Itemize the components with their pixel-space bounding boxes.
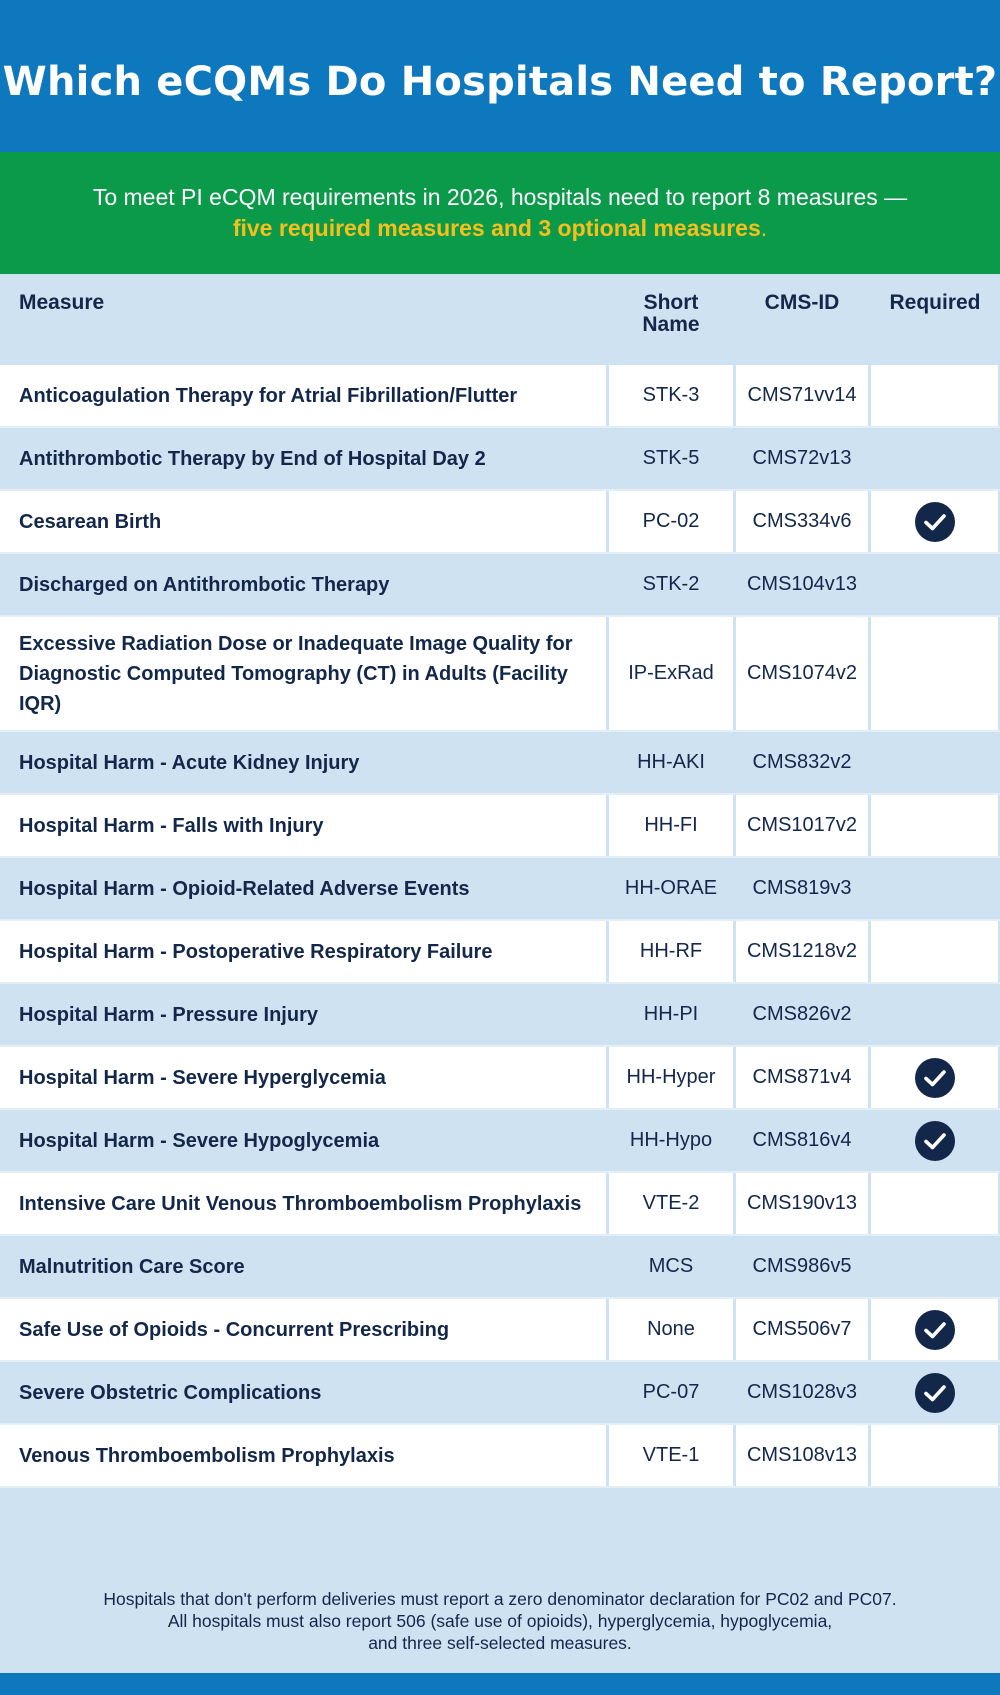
cms-id-cell: CMS819v3 (736, 858, 868, 919)
short-name-cell: STK-2 (609, 554, 733, 615)
header-short-name (608, 292, 734, 336)
short-name-cell: HH-AKI (609, 732, 733, 793)
short-name-cell: HH-FI (609, 795, 733, 856)
table-row (0, 1362, 1000, 1425)
table-row (0, 491, 1000, 554)
short-name-cell: HH-PI (609, 984, 733, 1045)
cms-id-cell: CMS832v2 (736, 732, 868, 793)
checkmark-icon (915, 1310, 955, 1350)
table-row (0, 1299, 1000, 1362)
short-name-cell: VTE-1 (609, 1425, 733, 1486)
footnote-line2: All hospitals must also report 506 (safe use of opioids), hyperglycemia, hypoglycemia, (167, 1611, 833, 1631)
table-row (0, 554, 1000, 617)
cms-id-cell: CMS334v6 (736, 491, 868, 552)
required-cell (871, 1110, 998, 1171)
measure-cell: Hospital Harm - Severe Hypoglycemia (0, 1110, 606, 1171)
measure-cell: Severe Obstetric Complications (0, 1362, 606, 1423)
required-cell (871, 428, 998, 489)
footnote-line3: and three self-selected measures. (368, 1633, 632, 1653)
cms-id-cell: CMS816v4 (736, 1110, 868, 1171)
checkmark-icon (915, 1121, 955, 1161)
subtitle-highlight-line (233, 213, 767, 244)
required-cell (871, 617, 998, 730)
short-name-cell: HH-RF (609, 921, 733, 982)
measures-table (0, 274, 1000, 1673)
short-name-cell: HH-ORAE (609, 858, 733, 919)
bottom-bar (0, 1673, 1000, 1695)
table-row (0, 428, 1000, 491)
cms-id-cell: CMS108v13 (736, 1425, 868, 1486)
required-cell (871, 984, 998, 1045)
measure-cell: Intensive Care Unit Venous Thromboembolism Prophylaxis (0, 1173, 606, 1234)
table-body (0, 365, 1000, 1488)
table-row (0, 858, 1000, 921)
checkmark-icon (915, 502, 955, 542)
short-name-cell: HH-Hyper (609, 1047, 733, 1108)
table-row (0, 732, 1000, 795)
cms-id-cell: CMS1074v2 (736, 617, 868, 730)
required-cell (871, 795, 998, 856)
cms-id-cell: CMS72v13 (736, 428, 868, 489)
measure-cell: Discharged on Antithrombotic Therapy (0, 554, 606, 615)
table-row (0, 984, 1000, 1047)
cms-id-cell: CMS1218v2 (736, 921, 868, 982)
table-row (0, 1236, 1000, 1299)
short-name-cell: MCS (609, 1236, 733, 1297)
checkmark-icon (915, 1058, 955, 1098)
cms-id-cell: CMS826v2 (736, 984, 868, 1045)
cms-id-cell: CMS104v13 (736, 554, 868, 615)
measure-cell: Cesarean Birth (0, 491, 606, 552)
measure-cell: Hospital Harm - Postoperative Respiratory Failure (0, 921, 606, 982)
header-short-name-line1: Short (643, 291, 699, 314)
subtitle-highlight: five required measures and 3 optional measures (232, 215, 761, 241)
cms-id-cell: CMS871v4 (736, 1047, 868, 1108)
footnote (0, 1568, 1000, 1673)
required-cell (871, 1173, 998, 1234)
subtitle-line: To meet PI eCQM requirements in 2026, hospitals need to report 8 measures — (92, 184, 908, 210)
required-cell (871, 365, 998, 426)
table-row (0, 1425, 1000, 1488)
short-name-cell: IP-ExRad (609, 617, 733, 730)
short-name-cell: VTE-2 (609, 1173, 733, 1234)
title-banner (0, 0, 1000, 164)
required-cell (871, 921, 998, 982)
table-row (0, 1110, 1000, 1173)
cms-id-cell: CMS506v7 (736, 1299, 868, 1360)
required-cell (871, 1236, 998, 1297)
measure-cell: Excessive Radiation Dose or Inadequate Image Quality for Diagnostic Computed Tomography (CT) in Adults (Facility IQR) (0, 617, 606, 730)
table-row (0, 1047, 1000, 1110)
cms-id-cell: CMS986v5 (736, 1236, 868, 1297)
cms-id-cell: CMS1028v3 (736, 1362, 868, 1423)
cms-id-cell: CMS71vv14 (736, 365, 868, 426)
footnote-line1: Hospitals that don't perform deliveries must report a zero denominator declaration for PC02 and PC07. (103, 1589, 897, 1609)
table-row (0, 795, 1000, 858)
measure-cell: Anticoagulation Therapy for Atrial Fibrillation/Flutter (0, 365, 606, 426)
measure-cell: Hospital Harm - Acute Kidney Injury (0, 732, 606, 793)
required-cell (871, 491, 998, 552)
short-name-cell: PC-07 (609, 1362, 733, 1423)
page-title: Which eCQMs Do Hospitals Need to Report? (2, 59, 998, 105)
measure-cell: Venous Thromboembolism Prophylaxis (0, 1425, 606, 1486)
subtitle-banner (0, 152, 1000, 274)
required-cell (871, 1047, 998, 1108)
checkmark-icon (915, 1373, 955, 1413)
short-name-cell: STK-5 (609, 428, 733, 489)
table-row (0, 617, 1000, 732)
measure-cell: Hospital Harm - Opioid-Related Adverse Events (0, 858, 606, 919)
cms-id-cell: CMS1017v2 (736, 795, 868, 856)
required-cell (871, 732, 998, 793)
required-cell (871, 1362, 998, 1423)
header-required: Required (889, 291, 981, 314)
required-cell (871, 858, 998, 919)
short-name-cell: None (609, 1299, 733, 1360)
short-name-cell: HH-Hypo (609, 1110, 733, 1171)
measure-cell: Hospital Harm - Severe Hyperglycemia (0, 1047, 606, 1108)
table-row (0, 921, 1000, 984)
short-name-cell: STK-3 (609, 365, 733, 426)
measure-cell: Hospital Harm - Pressure Injury (0, 984, 606, 1045)
measure-cell: Malnutrition Care Score (0, 1236, 606, 1297)
measure-cell: Hospital Harm - Falls with Injury (0, 795, 606, 856)
short-name-cell: PC-02 (609, 491, 733, 552)
cms-id-cell: CMS190v13 (736, 1173, 868, 1234)
table-row (0, 1173, 1000, 1236)
measure-cell: Antithrombotic Therapy by End of Hospital Day 2 (0, 428, 606, 489)
required-cell (871, 554, 998, 615)
required-cell (871, 1425, 998, 1486)
header-cms-id: CMS-ID (764, 291, 840, 314)
measure-cell: Safe Use of Opioids - Concurrent Prescribing (0, 1299, 606, 1360)
subtitle-tail: . (760, 215, 768, 241)
table-header (0, 274, 1000, 365)
header-short-name-line2: Name (642, 313, 700, 336)
required-cell (871, 1299, 998, 1360)
table-row (0, 365, 1000, 428)
header-measure: Measure (19, 291, 105, 314)
